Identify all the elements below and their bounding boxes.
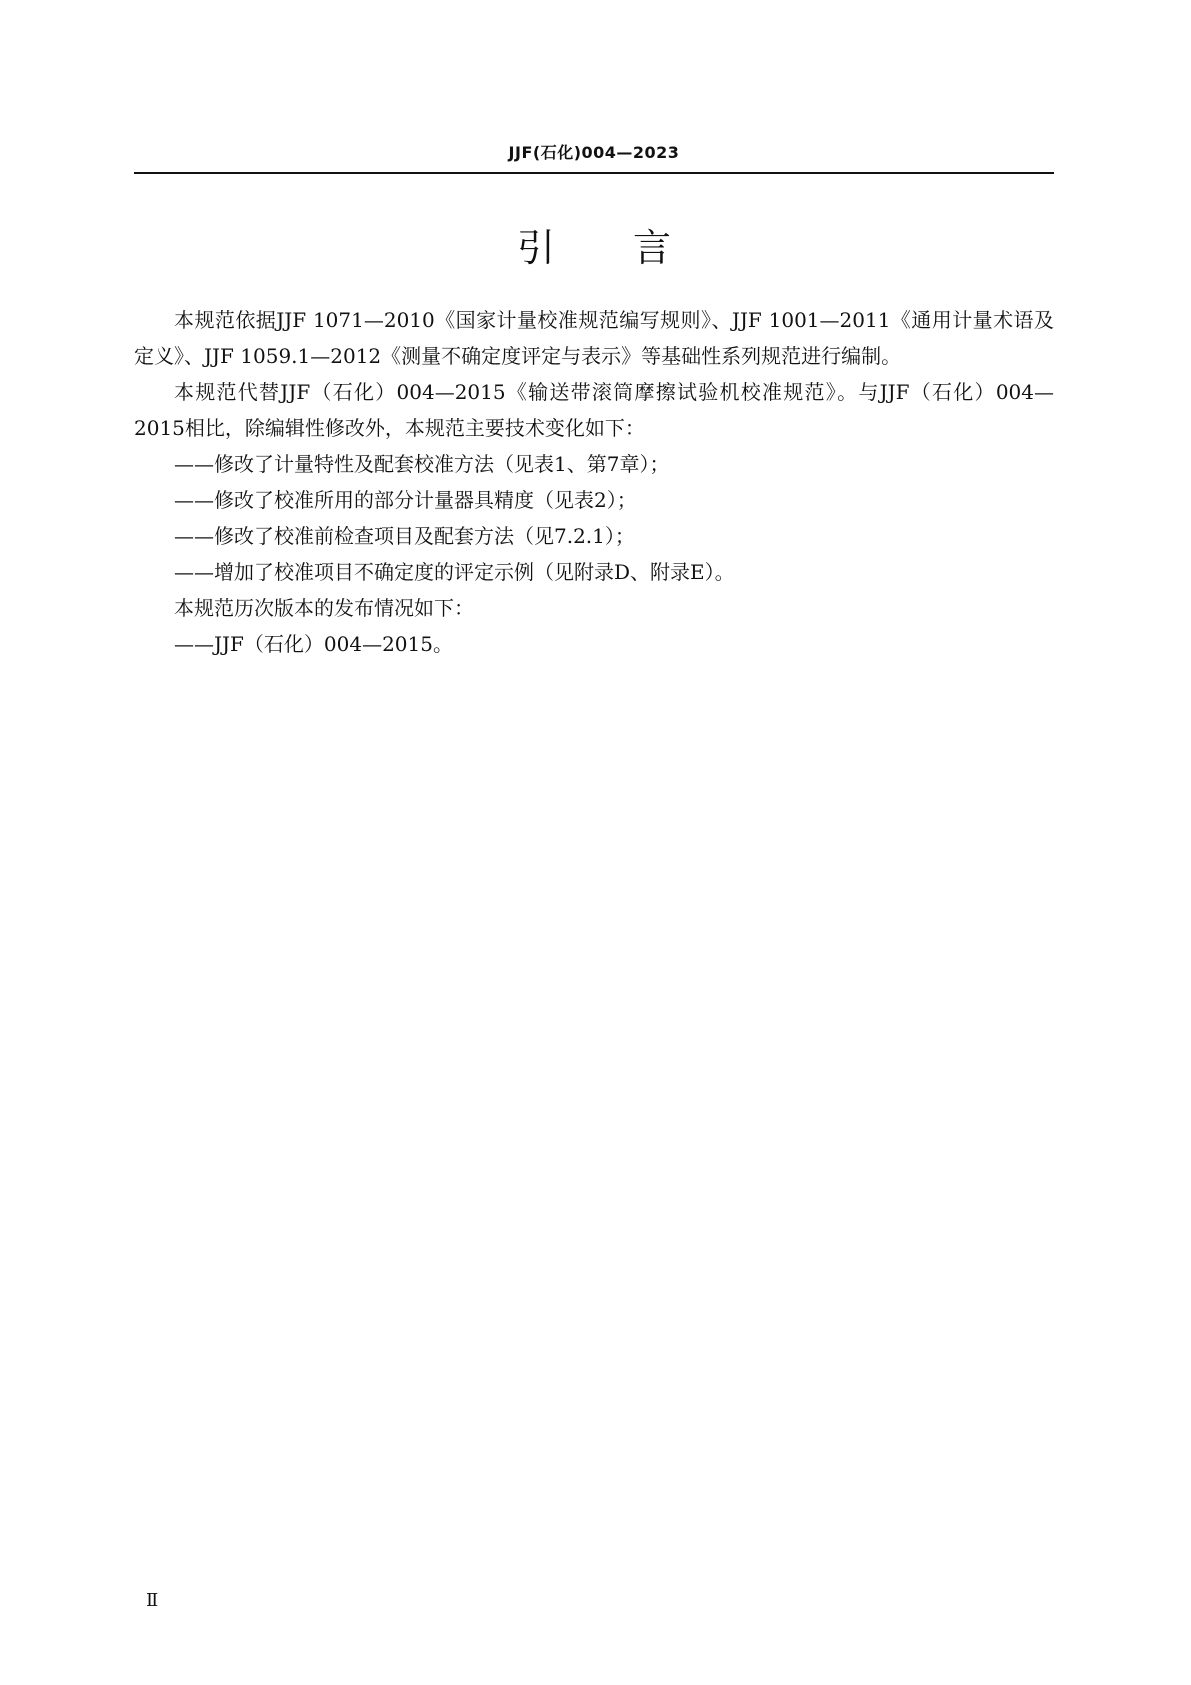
header-rule [134,172,1054,174]
paragraph-basis: 本规范依据JJF 1071—2010《国家计量校准规范编写规则》、JJF 1001—2011《通用计量术语及定义》、JJF 1059.1—2012《测量不确定度评定与表示》等基础性系列规范进行编制。 [134,308,1054,368]
change-item: ——修改了计量特性及配套校准方法（见表1、第7章）； [174,452,670,476]
document-body [134,302,1054,662]
change-item: ——增加了校准项目不确定度的评定示例（见附录D、附录E）。 [174,560,735,584]
page-title: 引言 [516,226,749,270]
page-number: Ⅱ [146,1590,159,1611]
paragraph-replacement: 本规范代替JJF（石化）004—2015《输送带滚筒摩擦试验机校准规范》。与JJF（石化）004—2015相比，除编辑性修改外，本规范主要技术变化如下： [134,380,1054,440]
change-item: ——修改了校准前检查项目及配套方法（见7.2.1）； [174,524,635,548]
change-item: ——修改了校准所用的部分计量器具精度（见表2）； [174,488,637,512]
document-code-header: JJF(石化)004—2023 [508,143,680,162]
history-item: ——JJF（石化）004—2015。 [174,632,453,656]
history-intro: 本规范历次版本的发布情况如下： [174,596,474,620]
